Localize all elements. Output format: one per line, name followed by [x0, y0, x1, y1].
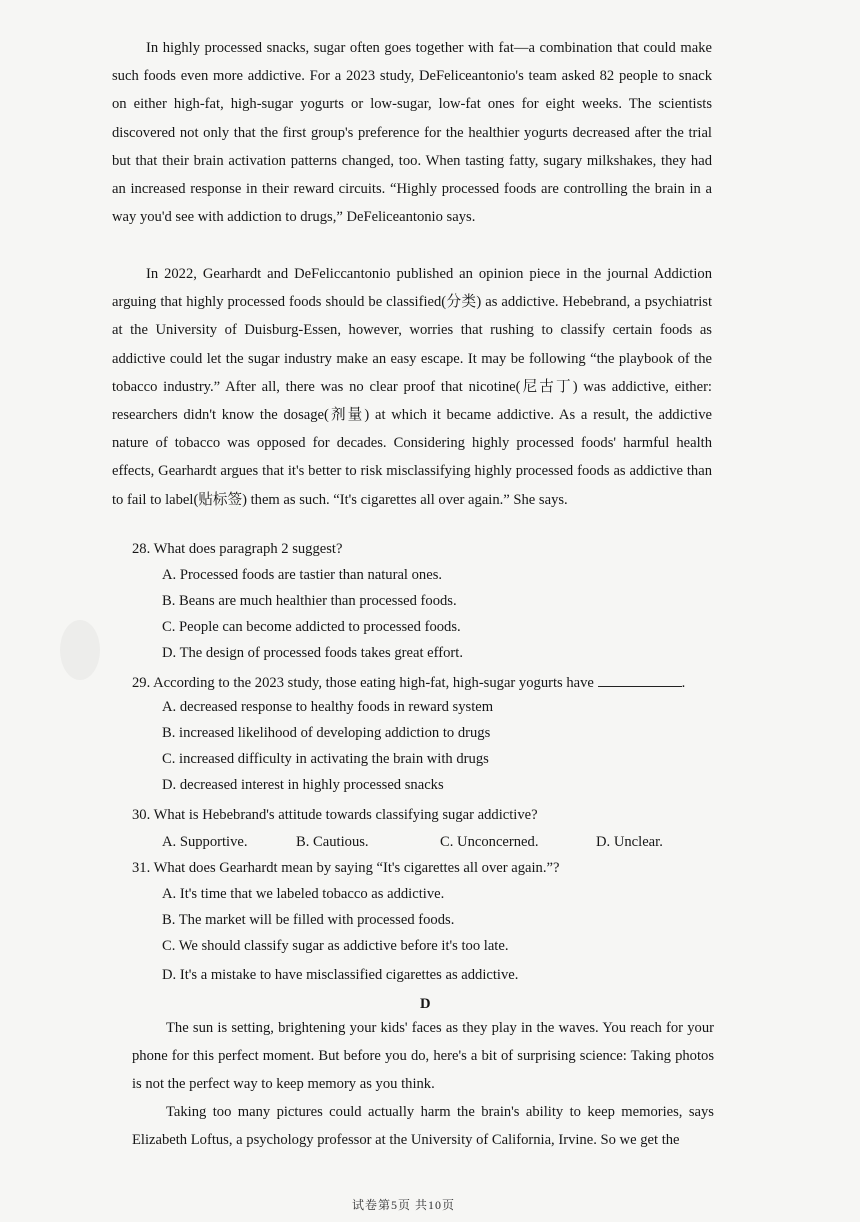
question-31-stem: 31. What does Gearhardt mean by saying “It's cigarettes all over again.”? — [132, 860, 560, 876]
question-30-option-b[interactable]: B. Cautious. — [296, 834, 369, 850]
question-29-option-c[interactable]: C. increased difficulty in activating the brain with drugs — [162, 751, 489, 767]
answer-blank — [598, 672, 682, 687]
question-30-option-d[interactable]: D. Unclear. — [596, 834, 663, 850]
page-footer: 试卷第5页 共10页 — [352, 1198, 456, 1212]
question-29-option-a[interactable]: A. decreased response to healthy foods in reward system — [162, 699, 494, 715]
question-30-stem: 30. What is Hebebrand's attitude towards classifying sugar addictive? — [132, 807, 538, 823]
question-29-stem-row — [132, 670, 685, 696]
question-30-option-c[interactable]: C. Unconcerned. — [440, 834, 539, 850]
question-31-option-d[interactable]: D. It's a mistake to have misclassified cigarettes as addictive. — [162, 967, 519, 983]
question-31-option-c[interactable]: C. We should classify sugar as addictive before it's too late. — [162, 938, 509, 954]
question-28-option-a[interactable]: A. Processed foods are tastier than natural ones. — [162, 567, 443, 583]
passage-d-paragraph-2 — [132, 1098, 714, 1154]
question-28-option-d[interactable]: D. The design of processed foods takes great effort. — [162, 645, 463, 661]
question-29-option-d[interactable]: D. decreased interest in highly processed snacks — [162, 777, 444, 793]
page-smudge — [60, 620, 100, 680]
paragraph-text: Taking too many pictures could actually harm the brain's ability to keep memories, says Elizabeth Loftus, a psychology professor at the University of California, Irvine. So we get the — [132, 1104, 714, 1149]
section-d-heading: D — [420, 996, 431, 1012]
paragraph-text: The sun is setting, brightening your kids' faces as they play in the waves. You reach for your phone for this perfect moment. But before you do, here's a bit of surprising science: Taking photos is not the perfect way to keep memory as you think. — [132, 1020, 714, 1093]
question-29-stem: 29. According to the 2023 study, those eating high-fat, high-sugar yogurts have — [132, 675, 594, 691]
passage-c-paragraph-2 — [112, 260, 712, 514]
paragraph-text: In 2022, Gearhardt and DeFeliccantonio published an opinion piece in the journal Addiction arguing that highly processed foods should be classified(分类) as addictive. Hebebrand, a psychiatrist at the University of Duisburg-Essen, however, worries that rushing to classify certain foods as addictive could let the sugar industry make an easy escape. It may be following “the playbook of the tobacco industry.” After all, there was no clear proof that nicotine(尼古丁) was addictive, either: researchers didn't know the dosage(剂量) at which it became addictive. As a result, the addictive nature of tobacco was opposed for decades. Considering highly processed foods' harmful health effects, Gearhardt argues that it's better to risk misclassifying highly processed foods as addictive than to fail to label(贴标签) them as such. “It's cigarettes all over again.” She says. — [112, 266, 712, 508]
passage-d-paragraph-1 — [132, 1014, 714, 1099]
question-28-option-c[interactable]: C. People can become addicted to processed foods. — [162, 619, 461, 635]
blank-period: . — [681, 675, 686, 691]
question-31-option-a[interactable]: A. It's time that we labeled tobacco as addictive. — [162, 886, 445, 902]
question-31-option-b[interactable]: B. The market will be filled with processed foods. — [162, 912, 455, 928]
question-28-option-b[interactable]: B. Beans are much healthier than processed foods. — [162, 593, 457, 609]
passage-c-paragraph-1 — [112, 34, 712, 231]
question-29-option-b[interactable]: B. increased likelihood of developing addiction to drugs — [162, 725, 491, 741]
question-28-stem: 28. What does paragraph 2 suggest? — [132, 541, 343, 557]
paragraph-text: In highly processed snacks, sugar often goes together with fat—a combination that could make such foods even more addictive. For a 2023 study, DeFeliceantonio's team asked 82 people to snack on either high-fat, high-sugar yogurts or low-sugar, low-fat ones for eight weeks. The scientists discovered not only that the first group's preference for the healthier yogurts decreased after the trial but that their brain activation patterns changed, too. When tasting fatty, sugary milkshakes, they had an increased response in their reward circuits. “Highly processed foods are controlling the brain in a way you'd see with addiction to drugs,” DeFeliceantonio says. — [112, 40, 712, 226]
question-30-option-a[interactable]: A. Supportive. — [162, 834, 248, 850]
